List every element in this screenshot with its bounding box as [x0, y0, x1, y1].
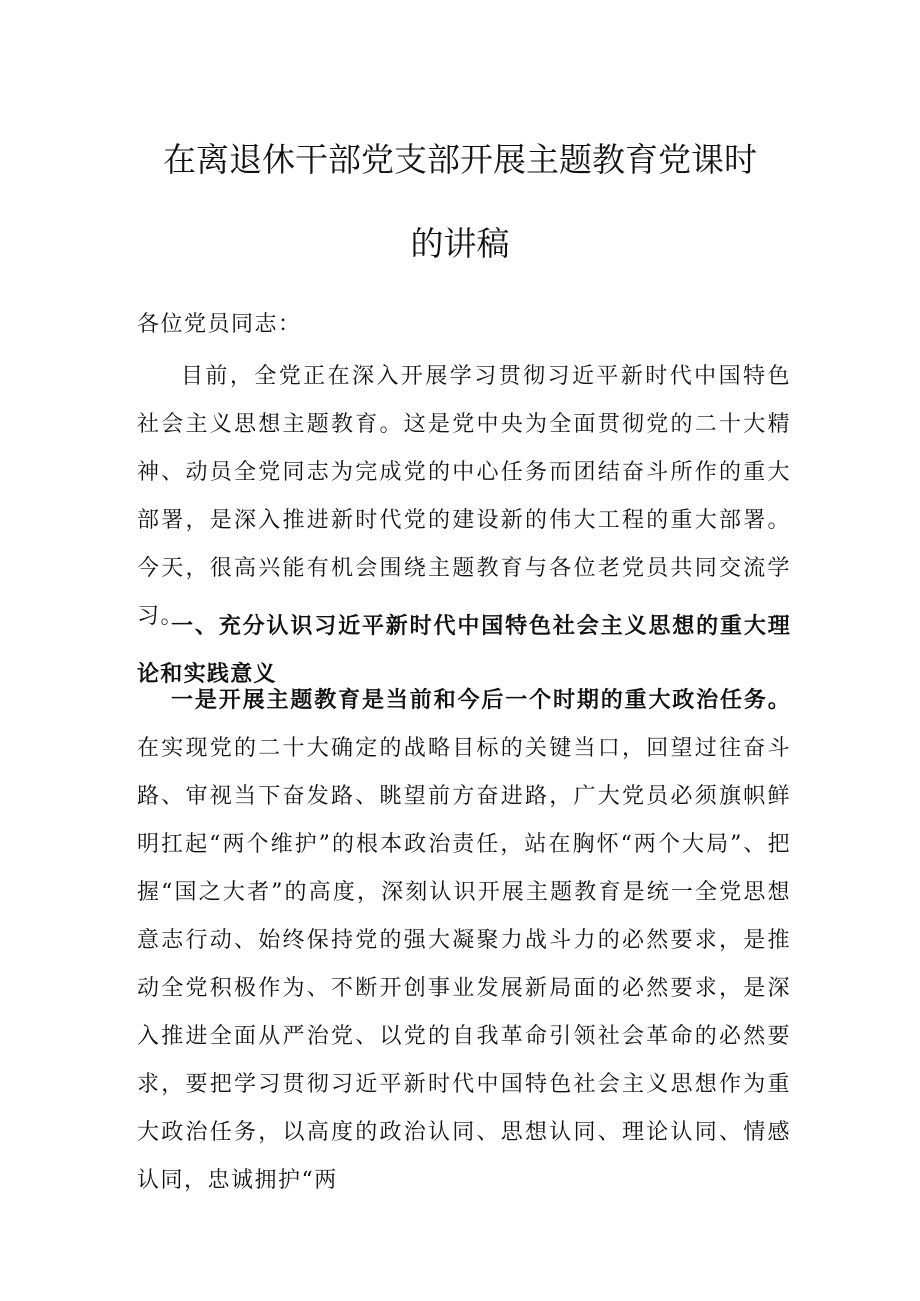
section-heading-1: 一、充分认识习近平新时代中国特色社会主义思想的重大理论和实践意义	[137, 614, 791, 687]
paragraph-point-1-body: 在实现党的二十大确定的战略目标的关键当口，回望过往奋斗路、审视当下奋发路、眺望前方奋进路，广大党员必须旗帜鲜明扛起“两个维护”的根本政治责任，站在胸怀“两个大局”、把握“国之大者”的高度，深刻认识开展主题教育是统一全党思想意志行动、始终保持党的强大凝聚力战斗力的必然要求，是推动全党积极作为、不断开创事业发展新局面的必然要求，是深入推进全面从严治党、以党的自我革命引领社会革命的必然要求，要把学习贯彻习近平新时代中国特色社会主义思想作为重大政治任务，以高度的政治认同、思想认同、理论认同、情感认同，忠诚拥护“两	[137, 736, 791, 1193]
paragraph-point-1-lead: 一是开展主题教育是当前和今后一个时期的重大政治任务。	[171, 688, 791, 713]
document-title-line-1: 在离退休干部党支部开展主题教育党课时	[163, 140, 757, 179]
paragraph-point-1	[137, 677, 791, 1205]
paragraph-intro: 目前，全党正在深入开展学习贯彻习近平新时代中国特色社会主义思想主题教育。这是党中央为全面贯彻党的二十大精神、动员全党同志为完成党的中心任务而团结奋斗所作的重大部署，是深入推进新时代党的建设新的伟大工程的重大部署。今天，很高兴能有机会围绕主题教育与各位老党员共同交流学习。	[137, 364, 791, 629]
salutation: 各位党员同志：	[137, 312, 302, 337]
document-title-line-2: 的讲稿	[410, 224, 510, 263]
